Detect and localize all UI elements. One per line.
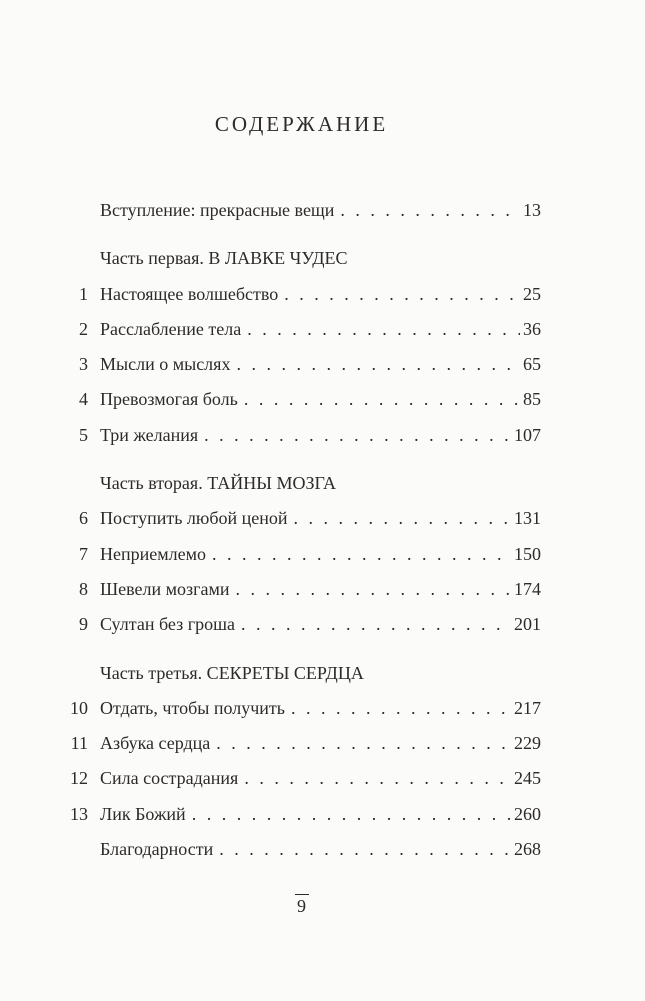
entry-page: 36 [523,318,541,339]
entry-title: Шевели мозгами [100,578,230,599]
toc-entry-row [62,537,541,572]
toc-entry-row [62,726,541,761]
entry-title: Азбука сердца [100,733,211,754]
entry-number: 3 [79,354,88,375]
leader-dots [241,607,511,642]
entry-number: 4 [79,389,88,410]
entry-title: Мысли о мыслях [100,354,231,375]
entry-number: 6 [79,508,88,529]
entry-page: 65 [523,354,541,375]
toc-entry-row [62,418,541,453]
entry-title: Лик Божий [100,803,186,824]
entry-page: 268 [514,839,541,860]
entry-page: 260 [514,803,541,824]
entry-title: Превозмогая боль [100,389,238,410]
leader-dots [212,537,511,572]
entry-title: Три желания [100,424,199,445]
toc-section-heading [62,466,541,501]
entry-page: 245 [514,768,541,789]
entry-page: 13 [523,200,541,220]
toc-section-heading [62,656,541,691]
toc-content [62,0,541,867]
toc-list [62,193,541,867]
entry-page: 201 [514,614,541,635]
entry-title: Сила сострадания [100,768,239,789]
leader-dots [294,501,511,536]
toc-section-heading [62,241,541,276]
entry-number: 11 [70,733,88,754]
entry-number: 5 [79,424,88,445]
entry-page: 85 [523,389,541,410]
entry-title: Султан без гроша [100,614,235,635]
toc-entry-row [62,761,541,796]
entry-page: 107 [514,424,541,445]
toc-entry-row [62,193,541,228]
toc-entry-row [62,691,541,726]
entry-number: 13 [70,803,88,824]
leader-dots [192,797,511,832]
leader-dots [236,347,520,382]
toc-entry-row [62,382,541,417]
entry-page: 131 [514,508,541,529]
entry-title: Отдать, чтобы получить [100,697,285,718]
toc-entry-row [62,797,541,832]
entry-number: 10 [70,697,88,718]
entry-page: 229 [514,733,541,754]
section-heading-text: Часть вторая. ТАЙНЫ МОЗГА [100,473,336,494]
leader-dots [291,691,511,726]
section-heading-text: Часть третья. СЕКРЕТЫ СЕРДЦА [100,662,364,683]
entry-title: Настоящее волшебство [100,283,279,304]
leader-dots [219,832,511,867]
section-heading-text: Часть первая. В ЛАВКЕ ЧУДЕС [100,248,348,269]
leader-dots [236,572,511,607]
toc-entry-row [62,501,541,536]
toc-entry-row [62,312,541,347]
page-number: 9 [297,896,306,916]
entry-page: 25 [523,283,541,304]
leader-dots [340,193,520,228]
entry-number: 1 [79,283,88,304]
leader-dots [244,382,520,417]
entry-page: 150 [514,543,541,564]
entry-title: Вступление: прекрасные вещи [100,200,335,220]
entry-page: 174 [514,578,541,599]
leader-dots [204,418,511,453]
entry-number: 8 [79,578,88,599]
toc-entry-row [62,832,541,867]
entry-title: Благодарности [100,839,214,860]
toc-entry-row [62,347,541,382]
entry-page: 217 [514,697,541,718]
leader-dots [247,312,520,347]
entry-number: 9 [79,614,88,635]
leader-dots [284,277,520,312]
toc-entry-row [62,572,541,607]
toc-entry-row [62,277,541,312]
leader-dots [216,726,511,761]
page-title: СОДЕРЖАНИЕ [214,112,389,136]
entry-number: 12 [70,768,88,789]
entry-title: Неприемлемо [100,543,206,564]
leader-dots [244,761,511,796]
entry-number: 2 [79,318,88,339]
page-footer [62,896,541,917]
entry-title: Расслабление тела [100,318,242,339]
entry-title: Поступить любой ценой [100,508,288,529]
entry-number: 7 [79,543,88,564]
toc-entry-row [62,607,541,642]
